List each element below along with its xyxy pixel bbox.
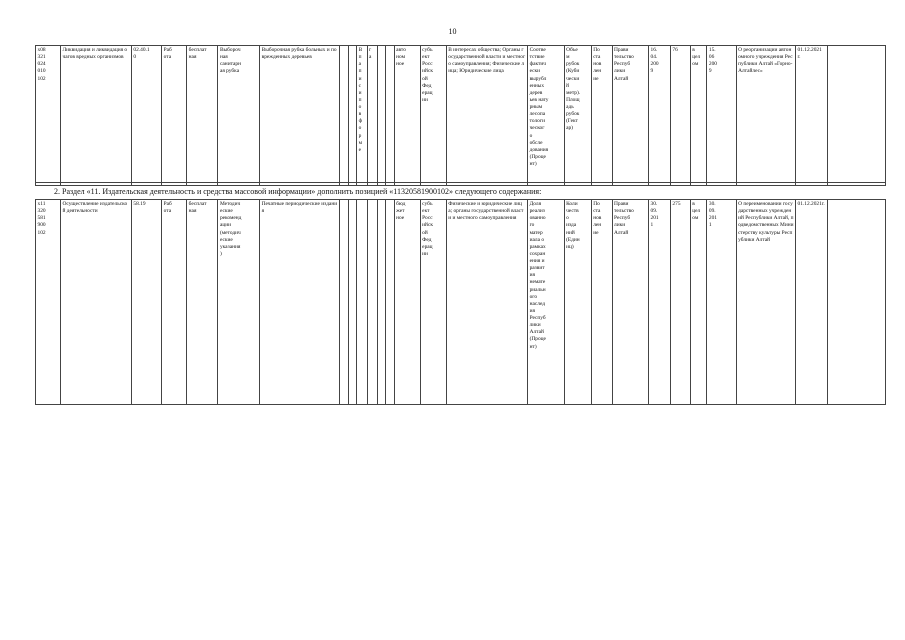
table-cell	[386, 46, 394, 183]
cell-text: О переименовании государственных учреждений Республики Алтай, подведомственных Министерству культуры Республики Алтай	[738, 201, 794, 243]
cell-text: 58.19	[133, 201, 146, 207]
table-cell	[670, 200, 690, 405]
cell-text: В п а п и с и п о в ф о р м е	[358, 47, 363, 153]
table-cell	[649, 200, 671, 405]
table-cell	[796, 183, 828, 186]
table-cell	[828, 46, 886, 183]
table-cell	[377, 46, 385, 183]
table-cell	[707, 46, 736, 183]
table-cell	[187, 46, 218, 183]
cell-text: Объе м рубок (Куби чески й метр). Площ адь рубок (Гект ар)	[566, 47, 581, 132]
table-cell	[162, 183, 187, 186]
table-cell	[707, 200, 736, 405]
table-cell	[796, 200, 828, 405]
cell-text: Доля реализ ованно го матер иала о рамках сохран ения и развит ия немате риальн ого наслед ия Респуб лики Алтай (Проце нт)	[529, 201, 546, 350]
table-cell	[386, 183, 394, 186]
cell-text: бесплат ная	[188, 47, 207, 61]
table-cell	[357, 183, 367, 186]
table-cell	[828, 183, 886, 186]
cell-text: Выбороч ная санитарн ая рубка	[219, 47, 241, 75]
table-cell	[367, 183, 377, 186]
table-cell	[736, 46, 795, 183]
table-cell	[61, 200, 132, 405]
table-row	[36, 183, 886, 186]
table-cell	[420, 183, 446, 186]
cell-text: субъ ект Росс ийск ой Фед ерац ии	[422, 47, 433, 103]
table-cell	[340, 183, 348, 186]
table-cell	[131, 200, 161, 405]
table-cell	[61, 183, 132, 186]
cell-text: 01.12.2021 г.	[797, 47, 822, 61]
table-cell	[828, 200, 886, 405]
cell-text: 76	[672, 47, 678, 53]
table-cell	[162, 46, 187, 183]
cell-text: 01.12.2021г.	[797, 201, 825, 207]
table-cell	[612, 200, 649, 405]
cell-text: Коли честв о изда ний (Един иц)	[566, 201, 580, 250]
table-cell	[131, 183, 161, 186]
cell-text: Раб ота	[163, 47, 172, 61]
cell-text: 30. 09. 201 1	[650, 201, 659, 229]
cell-text: 02.40.1 0	[133, 47, 150, 61]
table-cell	[528, 46, 565, 183]
table-cell	[36, 46, 61, 183]
table-cell	[348, 200, 356, 405]
cell-text: в цел ом	[692, 201, 701, 222]
table-cell	[591, 46, 612, 183]
cell-text: в цел ом	[692, 47, 701, 68]
table-cell	[591, 183, 612, 186]
table-cell	[187, 200, 218, 405]
table-cell	[446, 46, 527, 183]
table-cell	[528, 183, 565, 186]
table-cell	[36, 183, 61, 186]
table-cell	[218, 46, 260, 183]
table-cell	[162, 200, 187, 405]
cell-text: 275	[672, 201, 681, 207]
table-cell	[670, 183, 690, 186]
table-cell	[394, 46, 420, 183]
cell-text: 30. 09. 201 1	[708, 201, 717, 229]
table-cell	[348, 183, 356, 186]
cell-text: бюд жет ное	[396, 201, 406, 222]
table-cell	[649, 46, 671, 183]
table-cell	[564, 46, 591, 183]
cell-text: О реорганизации автономного учреждения Республики Алтай «Горно-Алтайлес»	[738, 47, 793, 75]
table-cell	[377, 200, 385, 405]
cell-text: Физические и юридические лица; органы государственной власти и местного самоуправления	[448, 201, 524, 222]
table-cell	[796, 46, 828, 183]
table-cell	[357, 46, 367, 183]
cell-text: бесплат ная	[188, 201, 207, 215]
table-cell	[612, 46, 649, 183]
table-cell	[36, 200, 61, 405]
table-cell	[218, 183, 260, 186]
cell-text: Методич еские рекоменд ации (методич еские указания )	[219, 201, 242, 257]
table-cell	[690, 46, 707, 183]
cell-text: субъ ект Росс ийск ой Фед ерац ии	[422, 201, 433, 257]
table-cell	[736, 200, 795, 405]
cell-text: По ста нов лен ие	[593, 47, 602, 82]
table-cell	[612, 183, 649, 186]
cell-text: Прави тельство Респуб лики Алтай	[614, 201, 634, 236]
table-cell	[591, 200, 612, 405]
table-cell	[340, 46, 348, 183]
table-cell	[707, 183, 736, 186]
cell-text: По ста нов лен ие	[593, 201, 602, 236]
table-cell	[528, 200, 565, 405]
table-row	[36, 200, 886, 405]
table-cell	[564, 183, 591, 186]
table-cell	[377, 183, 385, 186]
table-cell	[340, 200, 348, 405]
cell-text: В интересах общества; Органы государственной власти и местного самоуправления; Физические лица; Юридические лица	[448, 47, 526, 75]
table-cell	[367, 46, 377, 183]
registry-table-2	[35, 199, 886, 405]
table-cell	[386, 200, 394, 405]
table-cell	[446, 200, 527, 405]
table-cell	[187, 183, 218, 186]
table-cell	[260, 183, 340, 186]
table-cell	[394, 200, 420, 405]
table-cell	[420, 46, 446, 183]
table-cell	[690, 183, 707, 186]
cell-text: Осуществление издательской деятельности	[62, 201, 128, 215]
cell-text: 16. 04. 200 9	[650, 47, 659, 75]
table-cell	[394, 183, 420, 186]
cell-text: 15. 06 200 9	[708, 47, 717, 75]
section-heading: 2. Раздел «11. Издательская деятельность и средства массовой информации» дополнить позицией «11320581900102» следующего содержания:	[54, 187, 542, 196]
cell-text: Ликвидация и ликвидация очагов вредных организмов	[62, 47, 128, 61]
cell-text: Прави тельство Респуб лики Алтай	[614, 47, 634, 82]
table-cell	[61, 46, 132, 183]
cell-text: авто ном ное	[396, 47, 406, 68]
table-cell	[420, 200, 446, 405]
table-cell	[736, 183, 795, 186]
table-cell	[564, 200, 591, 405]
table-row	[36, 46, 886, 183]
table-cell	[367, 200, 377, 405]
table-cell	[260, 46, 340, 183]
cell-text: Печатные периодические издания	[261, 201, 338, 215]
table-cell	[690, 200, 707, 405]
table-cell	[649, 183, 671, 186]
table-cell	[670, 46, 690, 183]
cell-text: x11 320 581 900 102	[37, 201, 46, 236]
registry-table-1	[35, 45, 886, 186]
cell-text: Раб ота	[163, 201, 172, 215]
table-cell	[357, 200, 367, 405]
table-cell	[446, 183, 527, 186]
cell-text: x08 321 024 010 102	[37, 47, 46, 82]
cell-text: Выборочная рубка больных и поврежденных деревьев	[261, 47, 337, 61]
cell-text: Соотве тствие фактич ески вырубл енных дерев ьев нату рным лесопа тологи ческог о обсле дования (Проце нт)	[529, 47, 549, 167]
cell-text: г а	[369, 47, 372, 61]
table-cell	[260, 200, 340, 405]
table-cell	[348, 46, 356, 183]
page-number: 10	[448, 27, 457, 36]
table-cell	[131, 46, 161, 183]
table-cell	[218, 200, 260, 405]
